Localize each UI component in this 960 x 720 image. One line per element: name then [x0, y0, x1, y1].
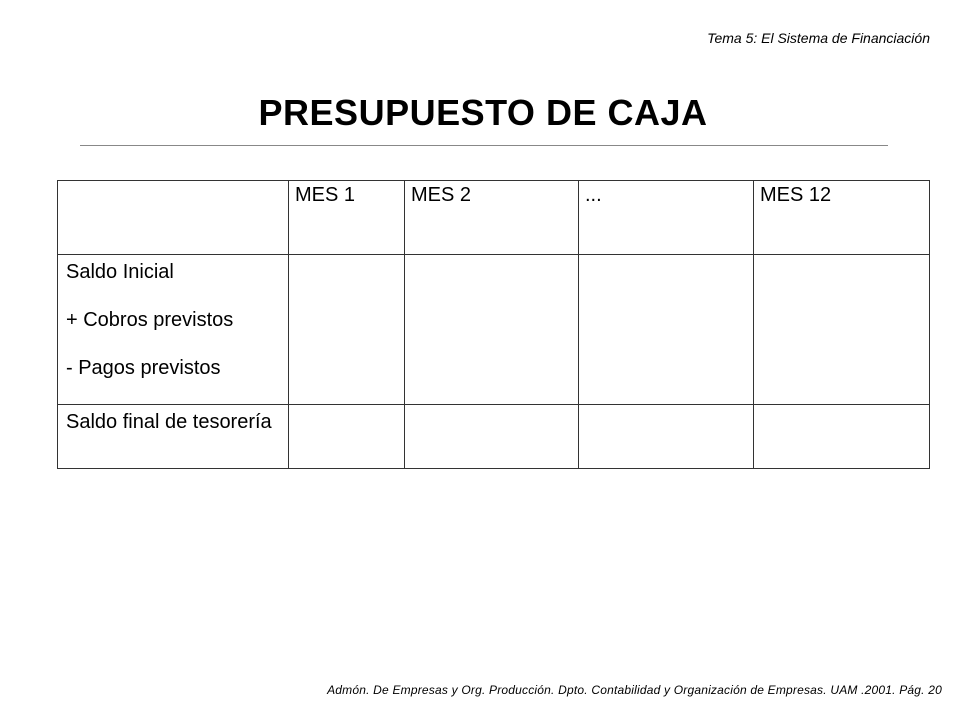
table-cell [289, 255, 405, 405]
row-label-cell [58, 255, 289, 405]
column-header-mes-12: MES 12 [754, 181, 930, 255]
table-header-row [58, 181, 930, 255]
header-corner-cell [58, 181, 289, 255]
table-cell [579, 405, 754, 469]
table-cell [405, 255, 579, 405]
table-cell [289, 405, 405, 469]
column-header-mes-2: MES 2 [405, 181, 579, 255]
table-cell [754, 405, 930, 469]
footer-citation: Admón. De Empresas y Org. Producción. Dpto. Contabilidad y Organización de Empresas. UAM .2001. Pág. 20 [327, 683, 942, 697]
page-title: PRESUPUESTO DE CAJA [258, 92, 708, 133]
title-divider [80, 145, 888, 146]
cobros-previstos-label: + Cobros previstos [66, 309, 234, 331]
column-header-ellipsis: ... [579, 181, 754, 255]
pagos-previstos-label: - Pagos previstos [66, 357, 221, 379]
row-label-cell [58, 405, 289, 469]
table-row [58, 405, 930, 469]
saldo-inicial-label: Saldo Inicial [66, 261, 174, 283]
table-cell [579, 255, 754, 405]
saldo-final-label: Saldo final de tesorería [66, 411, 272, 433]
topic-header: Tema 5: El Sistema de Financiación [707, 30, 930, 46]
table-cell [754, 255, 930, 405]
column-header-mes-1: MES 1 [289, 181, 405, 255]
cash-budget-table [57, 180, 930, 469]
table-cell [405, 405, 579, 469]
table-row [58, 255, 930, 405]
